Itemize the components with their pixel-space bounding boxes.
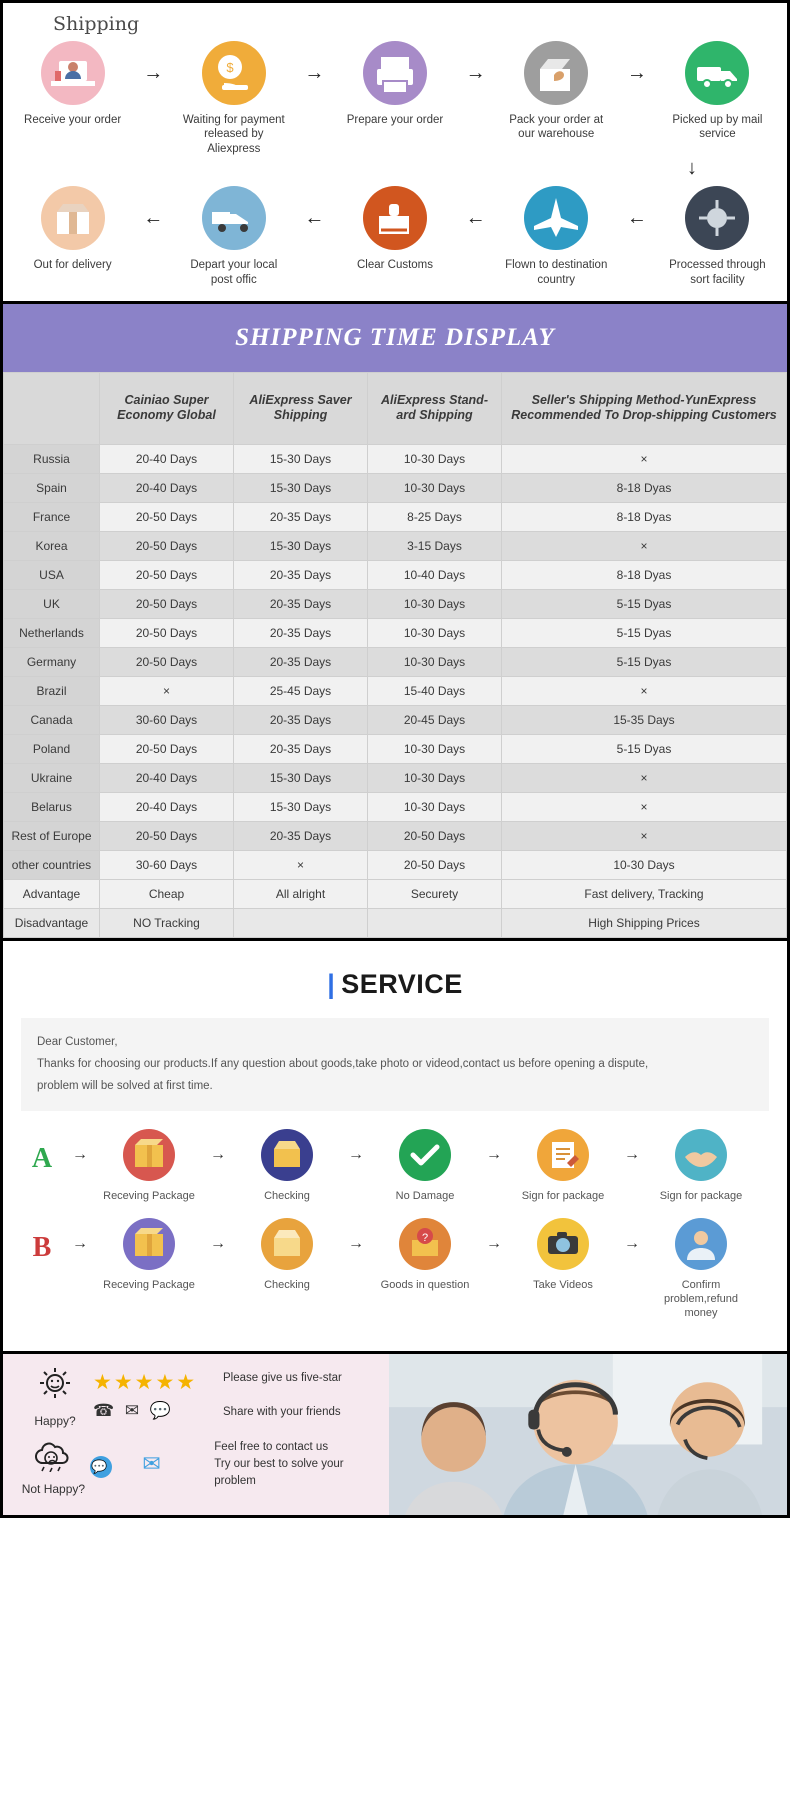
row-cell: 25-45 Days <box>234 676 368 705</box>
sign-document-glyph <box>537 1129 589 1181</box>
row-cell: 5-15 Dyas <box>502 647 787 676</box>
row-cell: 20-50 Days <box>100 560 234 589</box>
shipping-time-table <box>3 372 787 938</box>
service-step-label: Checking <box>264 1278 310 1291</box>
coin-payment-glyph <box>202 41 266 105</box>
service-step-label: Receving Package <box>103 1190 195 1203</box>
shipping-time-table-body <box>4 444 787 937</box>
open-box-glyph <box>261 1218 313 1270</box>
package-box-icon <box>123 1129 175 1181</box>
person-at-desk-glyph <box>41 41 105 105</box>
row-cell: 20-50 Days <box>100 734 234 763</box>
arrow-right-icon: → <box>304 62 325 84</box>
table-header-cell: AliExpress Saver Shipping <box>234 372 368 444</box>
service-step <box>649 1129 753 1203</box>
flow-step-label: Waiting for payment released by Aliexpress <box>182 114 285 155</box>
arrow-right-icon: → <box>72 1234 88 1252</box>
feedback-text-line: Feel free to contact us <box>214 1440 329 1453</box>
row-cell: × <box>502 821 787 850</box>
row-country: Advantage <box>4 879 100 908</box>
feedback-happy-label: Happy? <box>34 1413 76 1428</box>
service-step <box>511 1218 615 1292</box>
row-cell: High Shipping Prices <box>502 908 787 937</box>
user-support-icon <box>675 1218 727 1270</box>
service-heading-text: SERVICE <box>341 968 463 999</box>
phone-icon[interactable]: ☎ <box>93 1401 118 1421</box>
row-country: Spain <box>4 473 100 502</box>
row-cell: 20-35 Days <box>234 647 368 676</box>
user-support-glyph <box>675 1218 727 1270</box>
person-at-desk-icon <box>41 41 105 105</box>
question-box-glyph <box>399 1218 451 1270</box>
row-country: Rest of Europe <box>4 821 100 850</box>
table-row <box>4 560 787 589</box>
flow-step <box>13 186 132 272</box>
feedback-text-line: Please give us five-star <box>223 1372 342 1385</box>
flow-step <box>335 186 454 272</box>
flow-step <box>658 186 777 287</box>
arrow-down-icon: ↓ <box>687 157 697 180</box>
service-row-b <box>21 1218 769 1321</box>
feedback-unhappy-mood <box>17 1434 90 1496</box>
row-cell: 20-50 Days <box>368 821 502 850</box>
row-cell: 8-25 Days <box>368 502 502 531</box>
arrow-right-icon: → <box>626 62 647 84</box>
feedback-unhappy-icons <box>90 1451 215 1478</box>
svg-text:$: $ <box>226 60 234 75</box>
row-cell: × <box>502 763 787 792</box>
row-country: Canada <box>4 705 100 734</box>
printer-icon <box>363 41 427 105</box>
row-cell: 10-30 Days <box>368 647 502 676</box>
flow-step-label: Flown to destination country <box>505 259 608 286</box>
envelope-icon[interactable]: ✉ <box>142 1451 164 1477</box>
row-country: Brazil <box>4 676 100 705</box>
support-team-photo-graphic <box>389 1354 787 1515</box>
row-cell: 10-30 Days <box>368 763 502 792</box>
notice-line: Dear Customer, <box>37 1035 118 1048</box>
row-country: Poland <box>4 734 100 763</box>
row-cell: 15-30 Days <box>234 473 368 502</box>
row-cell <box>234 908 368 937</box>
table-header-cell <box>4 372 100 444</box>
row-cell: 10-30 Days <box>368 444 502 473</box>
table-row <box>4 676 787 705</box>
table-row <box>4 444 787 473</box>
row-cell: 10-40 Days <box>368 560 502 589</box>
open-box-icon <box>261 1218 313 1270</box>
row-cell: 8-18 Dyas <box>502 473 787 502</box>
table-row <box>4 821 787 850</box>
row-cell: 20-50 Days <box>100 502 234 531</box>
service-step-label: Receving Package <box>103 1278 195 1291</box>
notice-line: problem will be solved at first time. <box>37 1079 213 1092</box>
table-row <box>4 850 787 879</box>
row-cell: Cheap <box>100 879 234 908</box>
airplane-icon <box>524 186 588 250</box>
shipping-time-section <box>0 304 790 941</box>
feedback-unhappy-text <box>214 1439 381 1491</box>
row-cell: 5-15 Dyas <box>502 589 787 618</box>
printer-glyph <box>363 41 427 105</box>
sign-document-icon <box>537 1129 589 1181</box>
customs-stamp-icon <box>363 186 427 250</box>
feedback-unhappy-label: Not Happy? <box>21 1481 86 1496</box>
row-cell: 20-50 Days <box>100 589 234 618</box>
row-cell: 5-15 Dyas <box>502 618 787 647</box>
service-step-label: Checking <box>264 1190 310 1203</box>
flow-step-label: Picked up by mail service <box>672 114 763 141</box>
row-cell: × <box>234 850 368 879</box>
feedback-text-line: Share with your friends <box>223 1405 341 1418</box>
flow-step <box>174 186 293 287</box>
van-icon <box>202 186 266 250</box>
row-cell: 10-30 Days <box>502 850 787 879</box>
arrow-right-icon: → <box>624 1234 640 1252</box>
support-team-photo <box>389 1354 787 1515</box>
arrow-right-icon: → <box>210 1146 226 1164</box>
table-header-cell: Cainiao Super Economy Global <box>100 372 234 444</box>
service-section <box>0 941 790 1354</box>
service-step-label: Goods in question <box>380 1278 470 1291</box>
sorting-facility-icon <box>685 186 749 250</box>
packing-hand-icon <box>524 41 588 105</box>
camera-icon <box>537 1218 589 1270</box>
row-country: Russia <box>4 444 100 473</box>
row-cell: 8-18 Dyas <box>502 502 787 531</box>
service-step <box>235 1129 339 1203</box>
row-country: UK <box>4 589 100 618</box>
service-row-a <box>21 1129 769 1203</box>
feedback-happy-mood <box>17 1364 93 1428</box>
service-step <box>97 1129 201 1203</box>
airplane-glyph <box>524 186 588 250</box>
row-cell: All alright <box>234 879 368 908</box>
package-box-icon <box>123 1218 175 1270</box>
flow-step <box>174 41 293 156</box>
row-cell: 3-15 Days <box>368 531 502 560</box>
accent-bar-icon: | <box>327 968 336 999</box>
row-cell: 20-50 Days <box>100 618 234 647</box>
feedback-left-panel <box>3 1354 389 1515</box>
row-cell: 15-30 Days <box>234 444 368 473</box>
camera-glyph <box>537 1218 589 1270</box>
flow-step-label: Depart your local post offic <box>190 259 278 286</box>
service-step-label: No Damage <box>395 1190 455 1203</box>
flow-step <box>497 41 616 142</box>
packing-hand-glyph <box>524 41 588 105</box>
feedback-text-line: Try our best to solve your problem <box>214 1457 344 1488</box>
row-cell: 20-35 Days <box>234 560 368 589</box>
row-cell: 20-40 Days <box>100 763 234 792</box>
arrow-left-icon: ← <box>143 207 164 230</box>
sun-glyph <box>33 1364 77 1404</box>
table-row <box>4 763 787 792</box>
row-country: France <box>4 502 100 531</box>
sun-icon <box>17 1364 93 1412</box>
service-step <box>373 1218 477 1292</box>
row-cell: Fast delivery, Tracking <box>502 879 787 908</box>
mail-icon[interactable]: ✉ <box>124 1401 143 1421</box>
row-cell: 20-35 Days <box>234 705 368 734</box>
row-cell: 20-35 Days <box>234 821 368 850</box>
table-summary-row <box>4 879 787 908</box>
feedback-happy-row <box>17 1364 381 1428</box>
flow-step <box>497 186 616 287</box>
row-country: other countries <box>4 850 100 879</box>
row-cell: 5-15 Dyas <box>502 734 787 763</box>
row-cell: 20-50 Days <box>100 821 234 850</box>
package-box-glyph <box>123 1218 175 1270</box>
row-cell: 15-40 Days <box>368 676 502 705</box>
row-cell: 8-18 Dyas <box>502 560 787 589</box>
service-step <box>235 1218 339 1292</box>
row-country: USA <box>4 560 100 589</box>
row-cell: × <box>502 792 787 821</box>
table-row <box>4 734 787 763</box>
row-cell: 20-35 Days <box>234 502 368 531</box>
row-cell: 10-30 Days <box>368 618 502 647</box>
row-country: Belarus <box>4 792 100 821</box>
sorting-facility-glyph <box>685 186 749 250</box>
table-row <box>4 589 787 618</box>
truck-glyph <box>685 41 749 105</box>
row-cell: 15-30 Days <box>234 792 368 821</box>
notice-line: Thanks for choosing our products.If any question about goods,take photo or videod,contact us before opening a dispute, <box>37 1057 649 1070</box>
row-cell: 20-50 Days <box>100 531 234 560</box>
contact-icon-group <box>93 1401 223 1421</box>
arrow-left-icon: ← <box>626 207 647 230</box>
table-header-cell: AliExpress Stand-ard Shipping <box>368 372 502 444</box>
feedback-happy-text <box>223 1370 342 1421</box>
package-box-glyph <box>123 1129 175 1181</box>
row-cell: 20-40 Days <box>100 792 234 821</box>
service-step-label: Confirm problem,refund money <box>664 1278 738 1320</box>
row-cell: 20-40 Days <box>100 444 234 473</box>
service-step-label: Sign for package <box>521 1190 605 1203</box>
row-cell <box>368 908 502 937</box>
table-row <box>4 502 787 531</box>
row-cell: 30-60 Days <box>100 850 234 879</box>
feedback-happy-icons <box>93 1370 223 1421</box>
truck-icon <box>685 41 749 105</box>
arrow-right-icon: → <box>486 1234 502 1252</box>
feedback-section <box>0 1354 790 1518</box>
customs-stamp-glyph <box>363 186 427 250</box>
row-cell: 10-30 Days <box>368 473 502 502</box>
chat-bubble-icon[interactable]: 💬 <box>90 1456 112 1478</box>
row-cell: × <box>502 444 787 473</box>
check-circle-icon <box>399 1129 451 1181</box>
flow-step-label: Receive your order <box>24 114 122 126</box>
row-cell: 20-50 Days <box>100 647 234 676</box>
service-step <box>649 1218 753 1321</box>
service-row-letter: B <box>32 1231 52 1263</box>
table-row <box>4 705 787 734</box>
open-box-icon <box>41 186 105 250</box>
row-cell: × <box>100 676 234 705</box>
service-step <box>97 1218 201 1292</box>
flow-step-label: Clear Customs <box>356 259 434 272</box>
row-country: Disadvantage <box>4 908 100 937</box>
rain-cloud-icon <box>17 1434 90 1480</box>
check-glyph <box>399 1129 451 1181</box>
feedback-unhappy-row <box>17 1434 381 1496</box>
shipping-flow-row-2 <box>13 182 777 287</box>
arrow-right-icon: → <box>486 1146 502 1164</box>
flow-step-label: Pack your order at our warehouse <box>509 114 604 141</box>
arrow-right-icon: → <box>348 1234 364 1252</box>
row-cell: 20-35 Days <box>234 589 368 618</box>
service-step <box>373 1129 477 1203</box>
row-cell: 10-30 Days <box>368 589 502 618</box>
table-header-row <box>4 372 787 444</box>
handshake-icon <box>675 1129 727 1181</box>
table-row <box>4 618 787 647</box>
van-glyph <box>202 186 266 250</box>
row-cell: 15-30 Days <box>234 531 368 560</box>
open-box-icon <box>261 1129 313 1181</box>
row-country: Korea <box>4 531 100 560</box>
arrow-right-icon: → <box>210 1234 226 1252</box>
service-step <box>511 1129 615 1203</box>
service-notice <box>21 1018 769 1112</box>
arrow-right-icon: → <box>465 62 486 84</box>
service-step-label: Sign for package <box>659 1190 743 1203</box>
row-country: Ukraine <box>4 763 100 792</box>
flow-step <box>658 41 777 142</box>
question-box-icon <box>399 1218 451 1270</box>
shipping-flow-section <box>0 0 790 304</box>
table-row <box>4 647 787 676</box>
service-step-label: Take Videos <box>533 1278 593 1291</box>
arrow-right-icon: → <box>143 62 164 84</box>
row-cell: 15-30 Days <box>234 763 368 792</box>
row-cell: Securety <box>368 879 502 908</box>
open-box-glyph <box>41 186 105 250</box>
shipping-flow-row-1 <box>13 37 777 156</box>
arrow-right-icon: → <box>348 1146 364 1164</box>
rain-cloud-glyph <box>30 1434 76 1472</box>
flow-step-label: Processed through sort facility <box>669 259 766 286</box>
row-cell: 20-35 Days <box>234 734 368 763</box>
arrow-left-icon: ← <box>304 207 325 230</box>
arrow-left-icon: ← <box>465 207 486 230</box>
flow-step <box>335 41 454 127</box>
flow-step <box>13 41 132 127</box>
row-cell: 10-30 Days <box>368 792 502 821</box>
row-cell: 15-35 Days <box>502 705 787 734</box>
service-heading <box>21 969 769 1000</box>
open-box-glyph <box>261 1129 313 1181</box>
flow-step-label: Out for delivery <box>33 259 112 272</box>
table-row <box>4 531 787 560</box>
shipping-heading: Shipping <box>53 13 140 35</box>
five-star-icon: ★★★★★ <box>93 1371 198 1395</box>
svg-text:?: ? <box>421 1231 429 1244</box>
row-cell: 20-35 Days <box>234 618 368 647</box>
row-cell: 20-45 Days <box>368 705 502 734</box>
table-header-cell: Seller's Shipping Method-YunExpress Recommended To Drop-shipping Customers <box>502 372 787 444</box>
flow-step-label: Prepare your order <box>346 114 444 126</box>
row-cell: × <box>502 676 787 705</box>
table-summary-row <box>4 908 787 937</box>
row-cell: 20-50 Days <box>368 850 502 879</box>
row-cell: 10-30 Days <box>368 734 502 763</box>
row-cell: × <box>502 531 787 560</box>
shipping-time-banner: SHIPPING TIME DISPLAY <box>3 304 787 372</box>
row-country: Germany <box>4 647 100 676</box>
service-row-letter: A <box>31 1143 53 1175</box>
arrow-right-icon: → <box>72 1146 88 1164</box>
table-row <box>4 792 787 821</box>
handshake-glyph <box>675 1129 727 1181</box>
chat-icon[interactable]: 💬 <box>149 1401 175 1421</box>
row-cell: 20-40 Days <box>100 473 234 502</box>
arrow-right-icon: → <box>624 1146 640 1164</box>
coin-payment-icon <box>202 41 266 105</box>
table-row <box>4 473 787 502</box>
row-cell: 30-60 Days <box>100 705 234 734</box>
row-cell: NO Tracking <box>100 908 234 937</box>
row-country: Netherlands <box>4 618 100 647</box>
